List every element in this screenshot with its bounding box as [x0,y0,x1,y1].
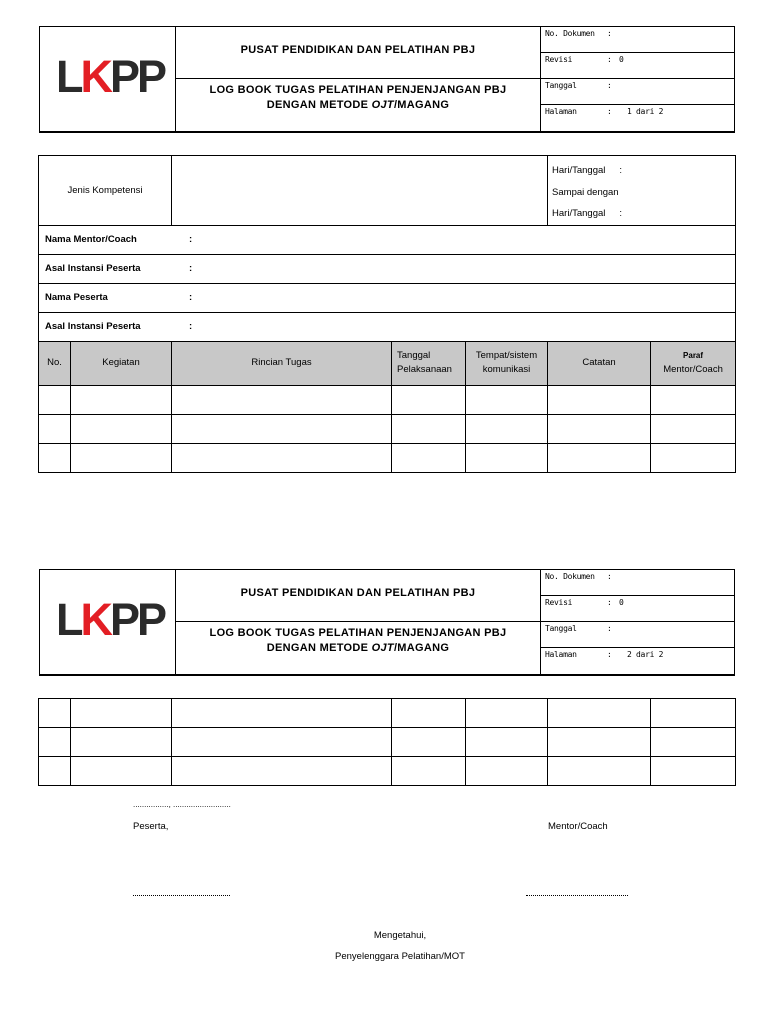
document-title: LOG BOOK TUGAS PELATIHAN PENJENJANGAN PBJ DENGAN METODE OJT/MAGANG [209,84,507,111]
logo-cell [40,570,176,674]
revisi-value: 0 [619,55,624,64]
halaman-value: 1 dari 2 [627,107,664,116]
halaman-label: Halaman [545,107,577,116]
document-header-page-2 [39,569,735,676]
institution-name: PUSAT PENDIDIKAN DAN PELATIHAN PBJ [176,570,540,622]
table-row[interactable] [39,385,736,414]
mentor-signature-line[interactable] [526,895,628,896]
peserta-label: Peserta, [133,821,169,832]
col-paraf: Paraf Mentor/Coach [651,341,736,385]
table-row[interactable] [39,757,736,786]
task-table-header [39,341,736,385]
tanggal-label: Tanggal [545,624,577,633]
revisi-label: Revisi [545,55,573,64]
col-catatan: Catatan [548,341,651,385]
doc-no-label: No. Dokumen [545,572,595,581]
table-row[interactable] [39,414,736,443]
nama-mentor-row[interactable]: Nama Mentor/Coach : [39,225,736,254]
logbook-form [38,155,736,473]
table-row[interactable] [39,728,736,757]
jenis-kompetensi-label: Jenis Kompetensi [39,156,172,226]
col-no: No. [39,341,71,385]
asal-instansi-row-2[interactable]: Asal Instansi Peserta : [39,312,736,341]
jenis-kompetensi-field[interactable] [172,156,548,226]
header-title-cell [176,570,541,674]
col-tempat: Tempat/sistem komunikasi [466,341,548,385]
revisi-label: Revisi [545,598,573,607]
col-kegiatan: Kegiatan [71,341,172,385]
mentor-label: Mentor/Coach [548,821,608,832]
col-rincian: Rincian Tugas [172,341,392,385]
document-header-page-1 [39,26,735,133]
revisi-value: 0 [619,598,624,607]
document-title: LOG BOOK TUGAS PELATIHAN PENJENJANGAN PBJ DENGAN METODE OJT/MAGANG [209,627,507,654]
col-tanggal: Tanggal Pelaksanaan [392,341,466,385]
lkpp-logo: LKPP [56,51,165,102]
table-row[interactable] [39,699,736,728]
document-meta: No. Dokumen : Revisi : 0 Tanggal : Halaman : 2 dari 2 [541,570,735,674]
date-range-cell: Hari/Tanggal : Sampai dengan Hari/Tanggal : [548,156,736,226]
document-meta: No. Dokumen : Revisi : 0 Tanggal : Halaman : 1 dari 2 [541,27,735,131]
lkpp-logo: LKPP [56,594,165,645]
halaman-label: Halaman [545,650,577,659]
header-title-cell [176,27,541,131]
mengetahui-label: Mengetahui, [373,930,427,941]
penyelenggara-label: Penyelenggara Pelatihan/MOT [335,951,465,962]
asal-instansi-row[interactable]: Asal Instansi Peserta : [39,254,736,283]
tanggal-label: Tanggal [545,81,577,90]
peserta-signature-line[interactable] [133,895,230,896]
doc-no-label: No. Dokumen [545,29,595,38]
nama-peserta-row[interactable]: Nama Peserta : [39,283,736,312]
halaman-value: 2 dari 2 [627,650,664,659]
logo-cell [40,27,176,131]
table-row[interactable] [39,443,736,472]
institution-name: PUSAT PENDIDIKAN DAN PELATIHAN PBJ [176,27,540,79]
logbook-continuation-table [38,698,736,786]
place-date[interactable]: ................, .......................... [133,800,231,809]
